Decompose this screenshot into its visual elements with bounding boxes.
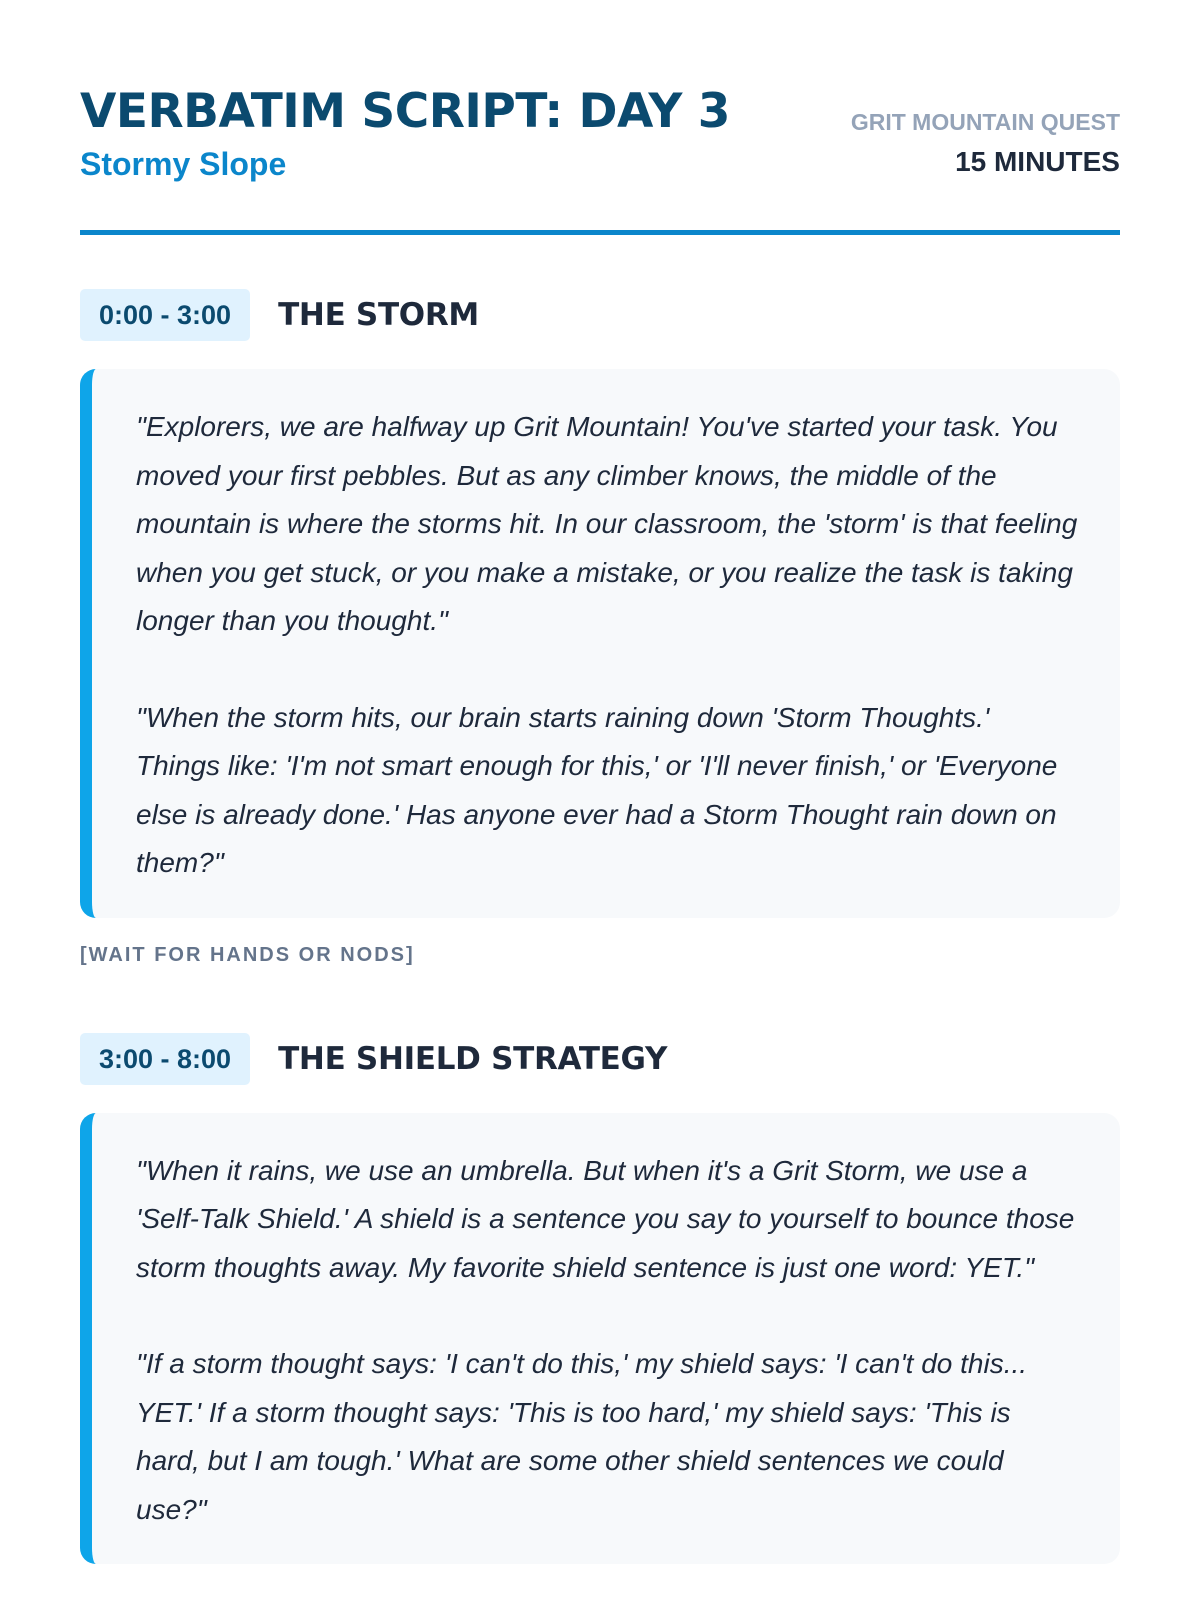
section-title: THE STORM — [278, 297, 479, 333]
page-subtitle: Stormy Slope — [80, 146, 287, 182]
page-title: VERBATIM SCRIPT: DAY 3 — [80, 84, 731, 139]
time-badge: 0:00 - 3:00 — [80, 289, 250, 341]
script-paragraph: "When it rains, we use an umbrella. But when it's a Grit Storm, we use a 'Self-Talk Shield.' A shield is a sentence you say to yourself to bounce those storm thoughts away. My favorite shield sentence is just one word: YET." — [136, 1154, 1075, 1283]
page-header — [80, 84, 1120, 184]
duration-label: 15 MINUTES — [955, 146, 1120, 177]
header-left — [80, 84, 730, 184]
section-header-storm — [80, 289, 1120, 341]
header-meta — [851, 84, 1120, 178]
section-header-shield — [80, 1033, 1120, 1085]
quest-name: GRIT MOUNTAIN QUEST — [850, 109, 1120, 135]
script-paragraph: "When the storm hits, our brain starts raining down 'Storm Thoughts.' Things like: 'I'm not smart enough for this,' or 'I'll never finish,' or 'Everyone else is already done.' Has anyone ever had a Storm Thought rain down on them?" — [136, 701, 1058, 878]
section-title: THE SHIELD STRATEGY — [278, 1040, 668, 1077]
time-badge: 3:00 - 8:00 — [80, 1033, 250, 1085]
stage-direction: [WAIT FOR HANDS OR NODS] — [80, 943, 415, 966]
script-quote-box — [80, 1113, 1120, 1565]
script-paragraph: "Explorers, we are halfway up Grit Mountain! You've started your task. You moved your first pebbles. But as any climber knows, the middle of the mountain is where the storms hit. In our classroom, the 'storm' is that feeling when you get stuck, or you make a mistake, or you realize the task is taking longer than you thought." — [136, 411, 1078, 636]
script-paragraph: "If a storm thought says: 'I can't do this,' my shield says: 'I can't do this... YET.' If a storm thought says: 'This is too hard,' my shield says: 'This is hard, but I am tough.' What are some other shield sentences we could use?" — [136, 1348, 1028, 1525]
header-divider — [80, 230, 1120, 235]
script-quote-box — [80, 369, 1120, 918]
